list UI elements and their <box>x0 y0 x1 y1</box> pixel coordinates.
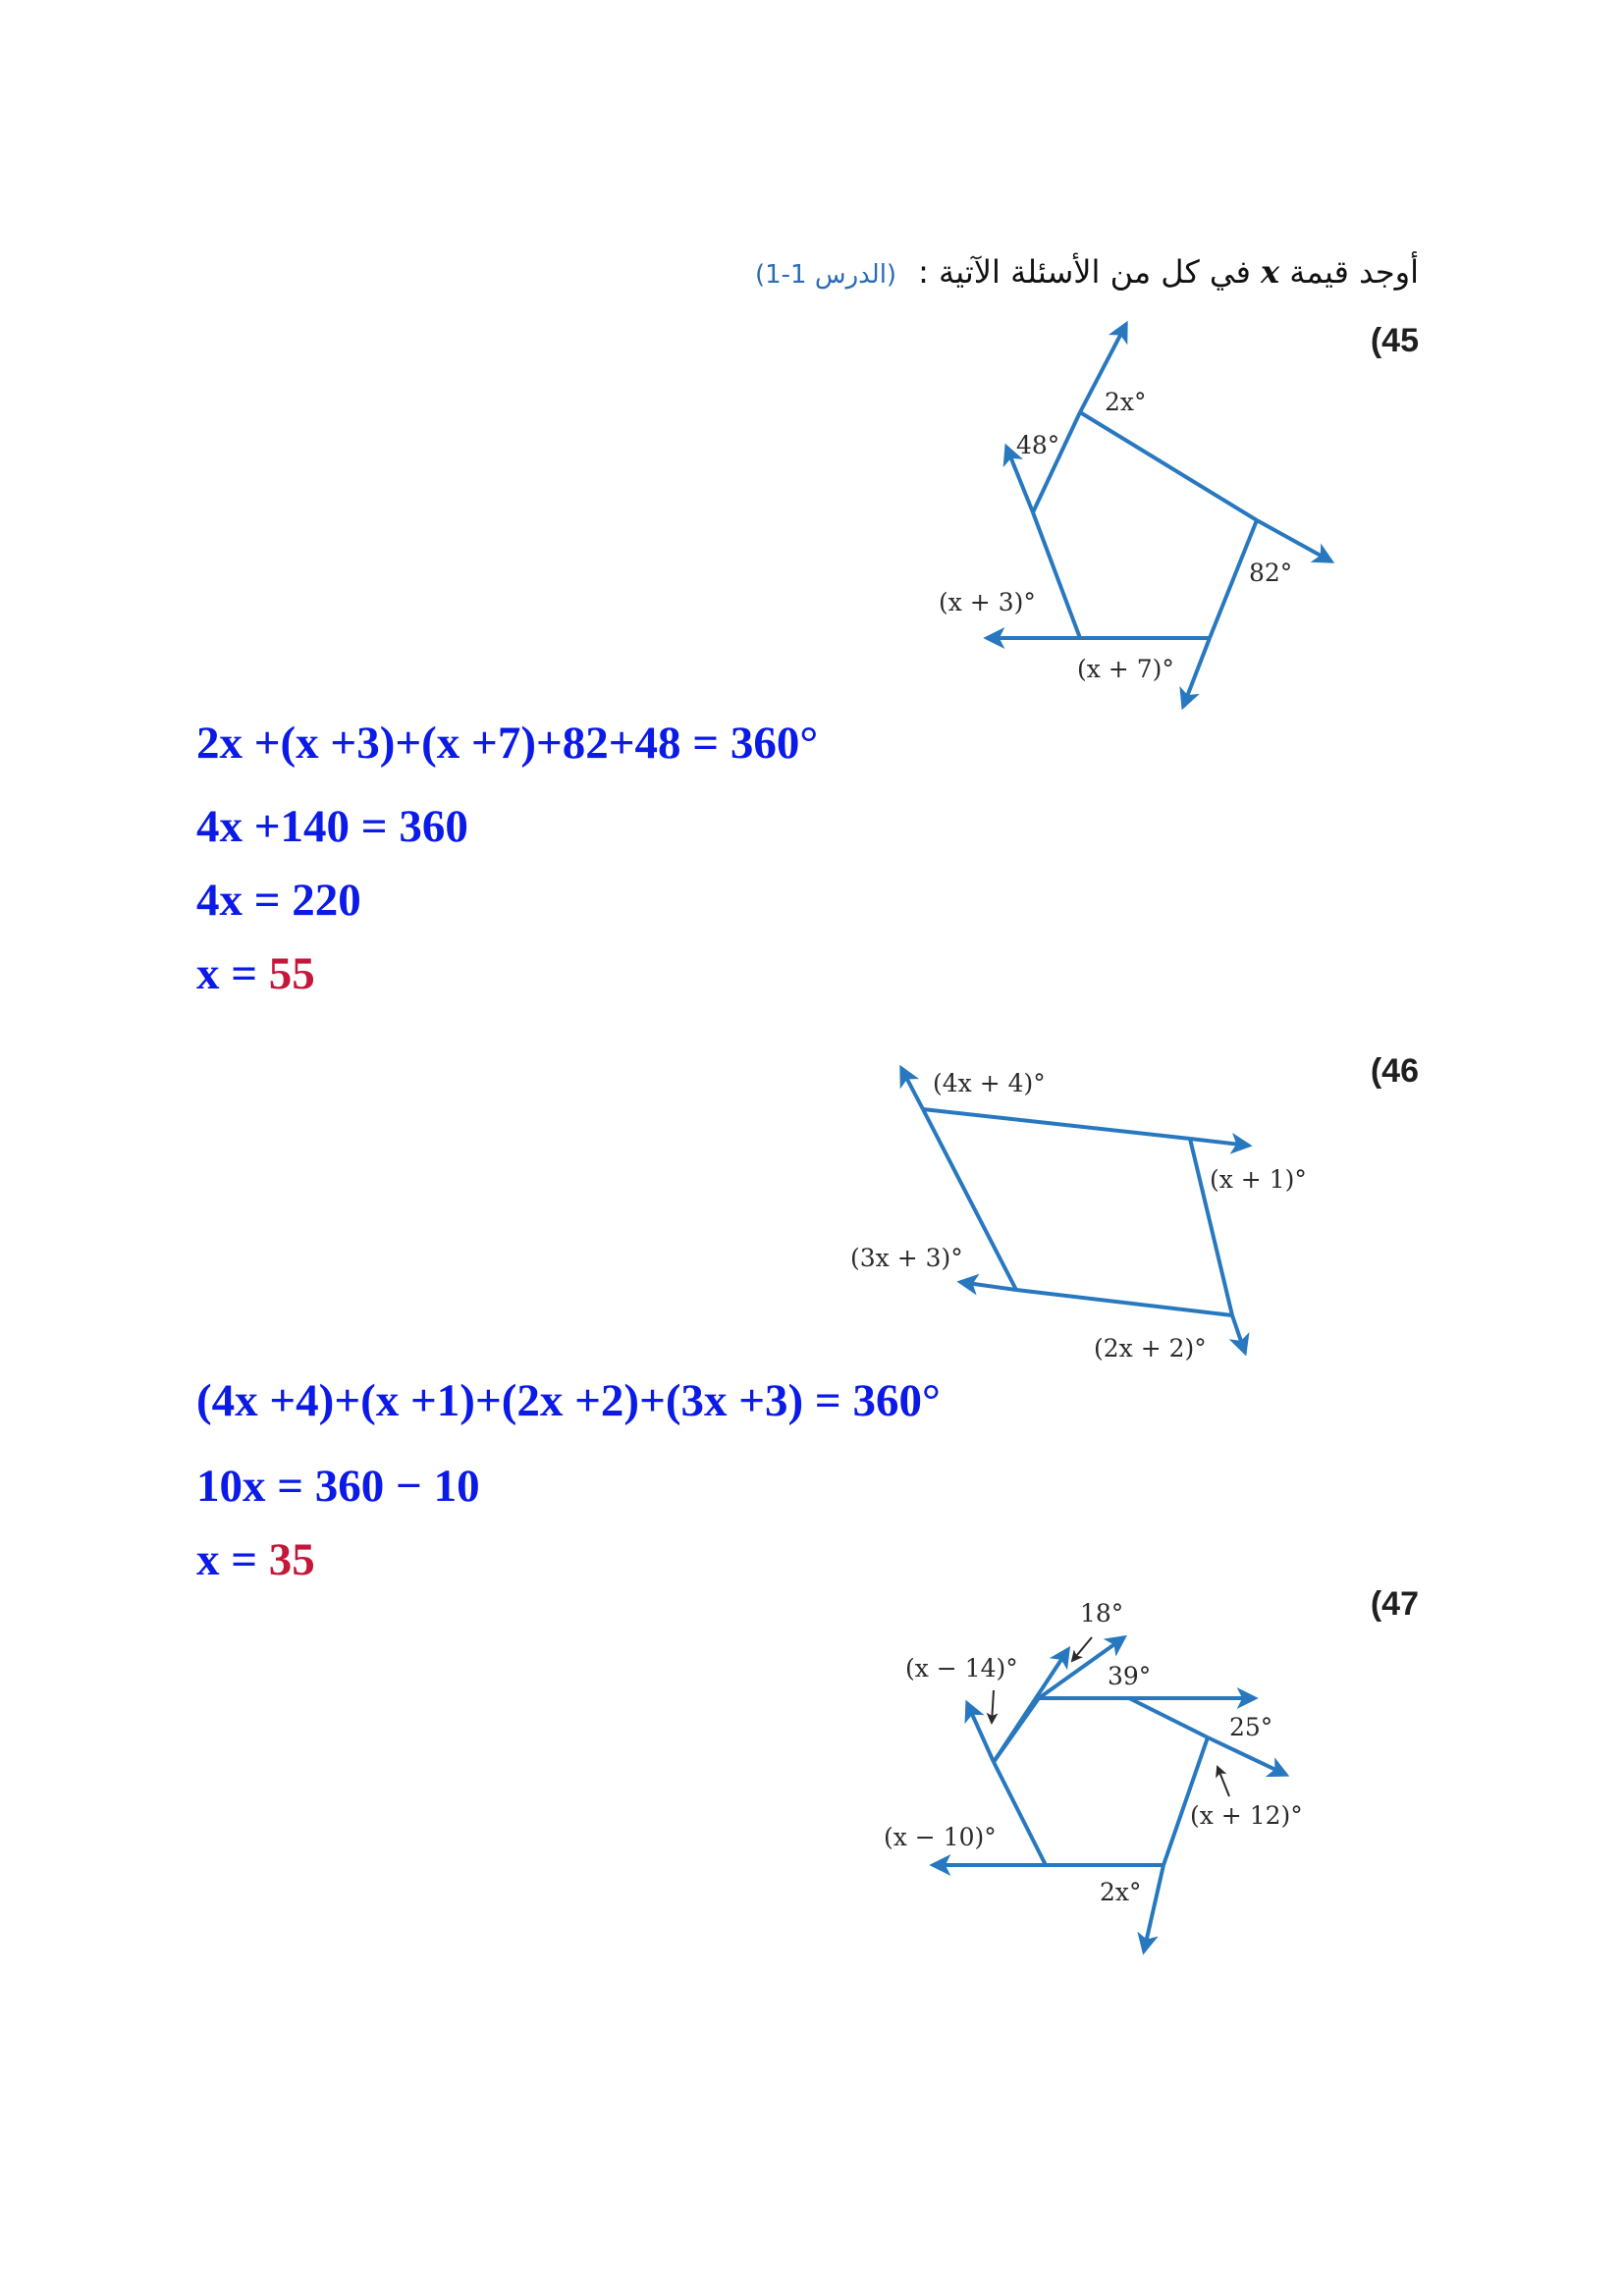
pointer-arrow-icon <box>1072 1637 1092 1661</box>
angle-label: (4x + 4)° <box>933 1069 1046 1097</box>
problem-number-45: (45 <box>1370 322 1419 359</box>
solution-line: 2x +(x +3)+(x +7)+82+48 = 360° <box>196 718 819 769</box>
arrow-icon <box>967 1703 994 1762</box>
angle-label: (x + 1)° <box>1210 1165 1307 1194</box>
hexagon-edges <box>994 1698 1208 1865</box>
pointer-arrow-icon <box>1217 1767 1229 1796</box>
angle-label: (2x + 2)° <box>1094 1334 1207 1362</box>
lesson-reference: (الدرس 1-1) <box>754 260 897 290</box>
answer-value: 35 <box>268 1534 315 1585</box>
pointer-arrow-icon <box>992 1690 994 1723</box>
hexagon-side <box>1129 1698 1208 1737</box>
angle-label: 48° <box>1016 431 1060 459</box>
problem-number-47: (47 <box>1370 1585 1419 1623</box>
angle-label: (x + 12)° <box>1190 1801 1303 1830</box>
problem-number-46: (46 <box>1370 1052 1419 1090</box>
angle-label: 39° <box>1108 1662 1152 1690</box>
arrow-icon <box>1208 1737 1286 1775</box>
angle-label: (x + 3)° <box>939 588 1036 616</box>
angle-label: 25° <box>1229 1713 1273 1741</box>
solution-line: 4x = 220 <box>196 875 361 926</box>
angle-label: 18° <box>1080 1599 1124 1628</box>
solution-line: 10x = 360 − 10 <box>196 1461 480 1512</box>
heading-variable: x <box>1261 253 1280 291</box>
angle-label: (x − 10)° <box>884 1823 997 1851</box>
hexagon-side <box>994 1762 1046 1865</box>
heading-text-suffix: في كل من الأسئلة الآتية : <box>918 253 1262 291</box>
angle-label: (x + 7)° <box>1077 655 1174 683</box>
solution-line: (4x +4)+(x +1)+(2x +2)+(3x +3) = 360° <box>196 1375 941 1426</box>
angle-label: 2x° <box>1105 388 1147 416</box>
answer-value: 55 <box>268 948 315 999</box>
answer-prefix: x = <box>196 948 269 999</box>
angle-label: 82° <box>1249 559 1293 587</box>
angle-label: (x − 14)° <box>905 1654 1018 1682</box>
heading-text-prefix: أوجد قيمة <box>1279 253 1419 291</box>
solution-line: 4x +140 = 360 <box>196 801 468 852</box>
answer-prefix: x = <box>196 1534 269 1585</box>
angle-label: (3x + 3)° <box>850 1244 963 1272</box>
arrow-icon <box>1144 1865 1163 1951</box>
angle-label: 2x° <box>1100 1878 1142 1906</box>
